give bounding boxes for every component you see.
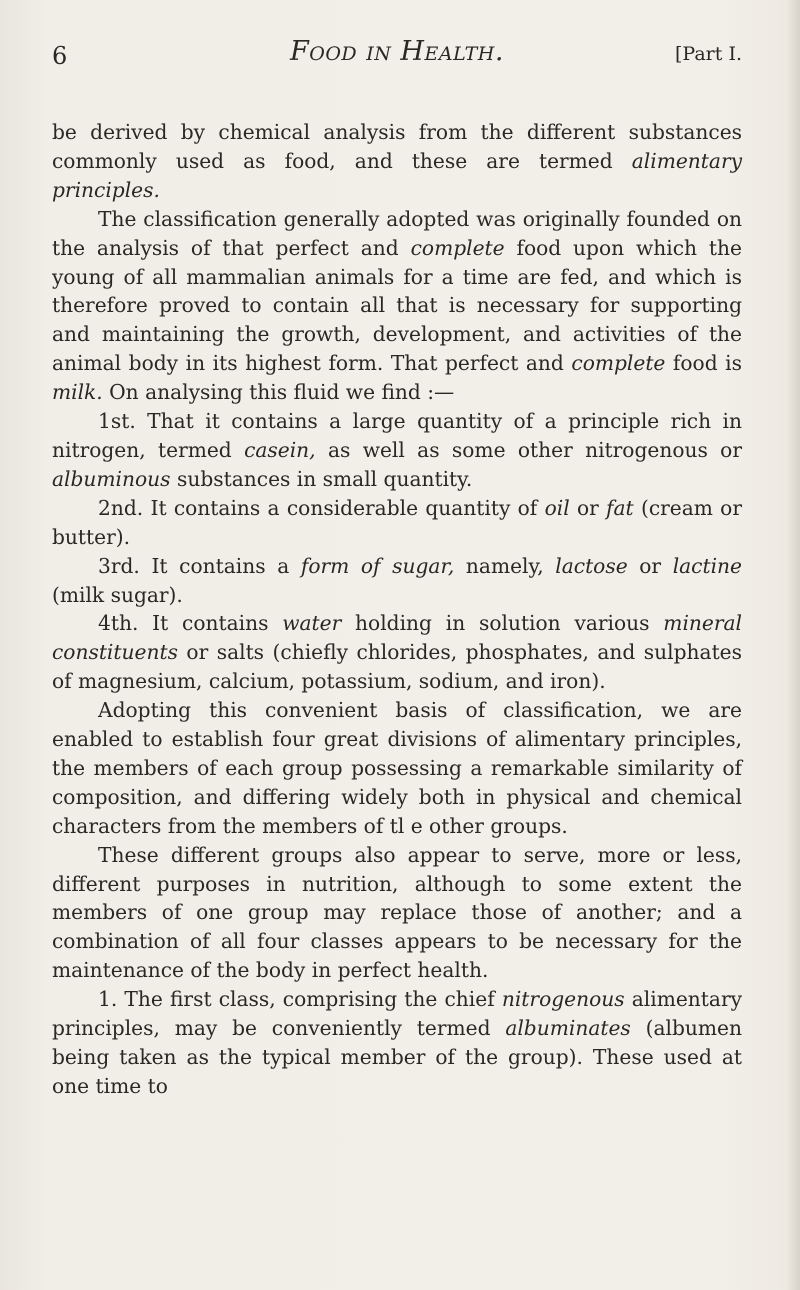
- italic-text-segment: form of sugar,: [300, 553, 455, 578]
- italic-text-segment: casein,: [244, 437, 316, 462]
- text-segment: namely,: [454, 553, 556, 578]
- paragraph: [52, 841, 742, 986]
- text-segment: or: [569, 495, 607, 520]
- text-segment: holding in solution various: [341, 611, 664, 636]
- paragraph: [52, 407, 742, 494]
- text-segment: be derived by chemical analysis from the different substances commonly used as food, and these are termed: [52, 120, 742, 173]
- italic-text-segment: albuminous: [52, 466, 171, 491]
- text-segment: substances in small quantity.: [170, 466, 473, 491]
- part-label: [Part I.: [675, 43, 742, 65]
- text-segment: The classification generally adopted was originally founded on the analysis of that perfect and: [52, 206, 742, 260]
- paragraph: [52, 552, 742, 610]
- paragraph: [52, 205, 742, 407]
- text-segment: On analysing this fluid we find :—: [102, 380, 455, 405]
- text-segment: food upon which the young of all mammalian animals for a time are fed, and which is therefore proved to contain all that is necessary for supporting and maintaining the growth, development, and activities of the animal body in its highest form. That perfect and: [52, 235, 742, 376]
- italic-text-segment: milk.: [52, 380, 103, 405]
- text-segment: (albumen being taken as the typical member of the group). These used at one time to: [52, 1016, 742, 1098]
- text-segment: 2nd. It contains a considerable quantity of: [98, 495, 545, 520]
- paragraph: [52, 494, 742, 552]
- italic-text-segment: alimentary principles.: [52, 148, 742, 202]
- italic-text-segment: mineral constituents: [52, 611, 742, 665]
- italic-text-segment: complete: [410, 235, 505, 260]
- page-edge-shadow: [786, 0, 800, 1290]
- running-title: Food in Health.: [290, 36, 504, 67]
- text-segment: food is: [665, 351, 742, 376]
- italic-text-segment: fat: [606, 495, 634, 520]
- page-number: 6: [52, 42, 68, 70]
- text-segment: or salts (chiefly chlorides, phosphates, and sulphates of magnesium, calcium, potassium, sodium, and iron).: [52, 640, 742, 694]
- text-segment: 4th. It contains: [98, 611, 283, 636]
- paragraph: [52, 609, 742, 696]
- paragraph: [52, 118, 742, 205]
- italic-text-segment: complete: [571, 351, 666, 376]
- text-segment: 3rd. It contains a: [98, 553, 301, 578]
- body-text: [52, 118, 742, 1101]
- italic-text-segment: water: [282, 611, 342, 636]
- text-segment: alimentary principles, may be conveniently termed: [52, 987, 742, 1041]
- paragraph: [52, 985, 742, 1101]
- text-segment: Adopting this convenient basis of classification, we are enabled to establish four great divisions of alimentary principles, the members of each group possessing a remarkable similarity of composition, and differing widely both in physical and chemical characters from the members of tl e other groups.: [52, 698, 742, 838]
- text-segment: 1. The first class, comprising the chief: [98, 987, 502, 1012]
- running-header: [52, 34, 742, 74]
- text-segment: as well as some other nitrogenous or: [315, 437, 742, 462]
- italic-text-segment: nitrogenous: [501, 987, 625, 1012]
- italic-text-segment: albuminates: [505, 1016, 631, 1041]
- text-segment: or: [627, 553, 673, 578]
- text-segment: (milk sugar).: [52, 582, 183, 607]
- text-segment: These different groups also appear to serve, more or less, different purposes in nutrition, although to some extent the members of one group may replace those of another; and a combination of all four classes appears to be necessary for the maintenance of the body in perfect health.: [52, 842, 742, 983]
- paragraph: [52, 696, 742, 841]
- italic-text-segment: lactine: [672, 553, 743, 578]
- italic-text-segment: oil: [544, 495, 570, 520]
- text-segment: 1st. That it contains a large quantity of a principle rich in nitrogen, termed: [52, 409, 742, 462]
- italic-text-segment: lactose: [555, 553, 628, 578]
- text-segment: (cream or butter).: [52, 495, 742, 549]
